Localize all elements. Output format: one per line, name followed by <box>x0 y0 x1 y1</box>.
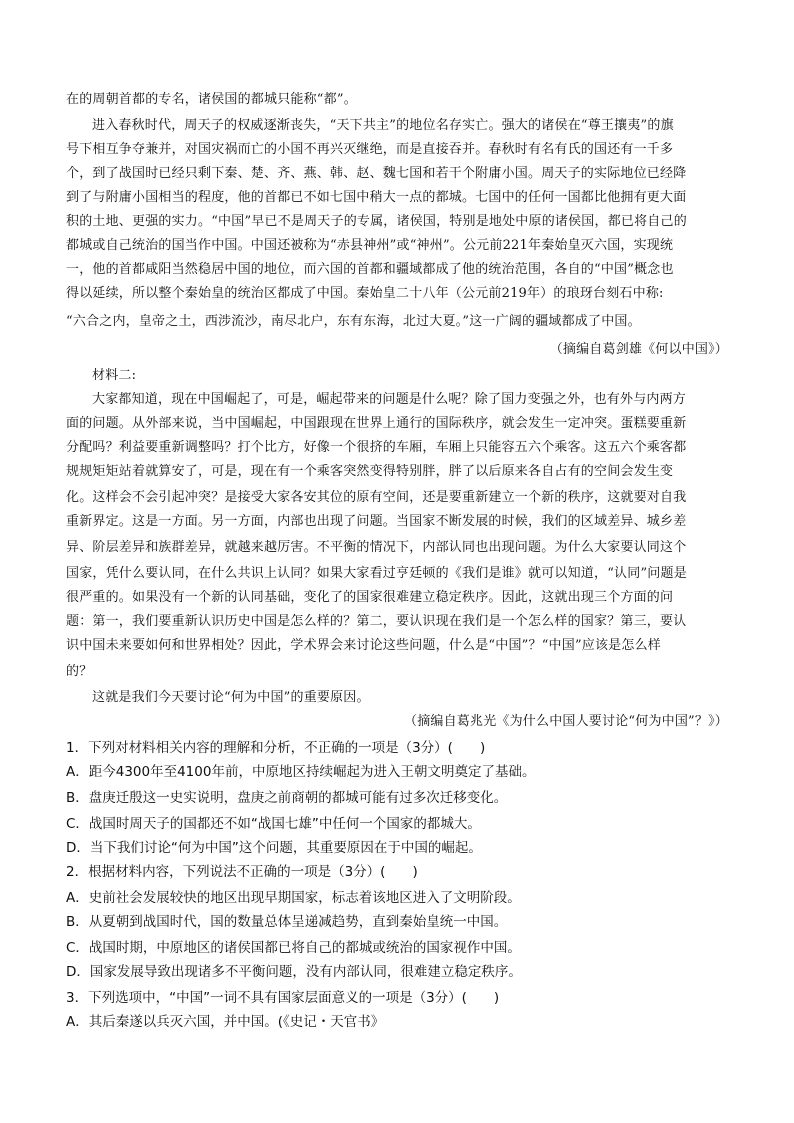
material1-line: 都城或自己统治的国当作中国。中国还被称为“赤县神州”或“神州”。公元前221年秦始皇灭六国，实现统 <box>66 238 674 253</box>
question-1-stem: 1．下列对材料相关内容的理解和分析，不正确的一项是（3分）( ) <box>66 740 486 756</box>
question-1-option-a: A．距今4300年至4100年前，中原地区持续崛起为进入王朝文明奠定了基础。 <box>66 764 536 780</box>
question-2-option-d: D．国家发展导致出现诸多不平衡问题，没有内部认同，很难建立稳定秩序。 <box>66 964 522 980</box>
material2-line: 重新界定。这是一方面。另一方面，内部也出现了问题。当国家不断发展的时候，我们的区域差异、城乡差 <box>66 514 687 529</box>
material2-closing: 这就是我们今天要讨论“何为中国”的重要原因。 <box>92 690 370 705</box>
material2-line: 题：第一，我们要重新认识历史中国是怎么样的？第二，要认识现在我们是一个怎么样的国家？第三，要认 <box>66 614 687 629</box>
material2-line: 大家都知道，现在中国崛起了，可是，崛起带来的问题是什么呢？除了国力变强之外，也有外与内两方 <box>92 392 687 407</box>
material2-line: 规规矩矩站着就算安了，可是，现在有一个乘客突然变得特别胖，胖了以后原来各自占有的空间会发生变 <box>66 464 674 479</box>
material1-line: 个，到了战国时已经只剩下秦、楚、齐、燕、韩、赵、魏七国和若干个附庸小国。周天子的实际地位已经降 <box>66 166 687 181</box>
material2-line: 很严重的。如果没有一个新的认同基础，变化了的国家很难建立稳定秩序。因此，这就出现三个方面的问 <box>66 590 674 605</box>
material2-line: 异、阶层差异和族群差异，就越来越厉害。不平衡的情况下，内部认同也出现问题。为什么大家要认同这个 <box>66 540 687 555</box>
question-1-option-c: C．战国时周天子的国都还不如“战国七雄”中任何一个国家的都城大。 <box>66 816 481 832</box>
material2-citation: （摘编自葛兆光《为什么中国人要讨论“何为中国”？》） <box>404 714 728 729</box>
material1-line: 号下相互争夺兼并，对国灾祸而亡的小国不再兴灭继绝，而是直接吞并。春秋时有名有氏的国还有一千多 <box>66 142 674 157</box>
material2-line: 国家，凭什么要认同，在什么共识上认同？如果大家看过亨廷顿的《我们是谁》就可以知道，“认同”问题是 <box>66 566 687 581</box>
question-1-option-b: B．盘庚迁殷这一史实说明，盘庚之前商朝的都城可能有过多次迁移变化。 <box>66 790 508 806</box>
question-3-stem: 3．下列选项中，“中国”一词不具有国家层面意义的一项是（3分）( ) <box>66 990 500 1006</box>
material1-line: 一，他的首都咸阳当然稳居中国的地位，而六国的首都和疆域都成了他的统治范围，各自的“中国”概念也 <box>66 262 674 277</box>
material1-line: 在的周朝首都的专名，诸侯国的都城只能称“都”。 <box>66 92 357 107</box>
material1-line: 到了与附庸小国相当的程度，他的首都已不如七国中稍大一点的都城。七国中的任何一国都比他拥有更大面 <box>66 190 687 205</box>
material1-line: 进入春秋时代，周天子的权威逐渐丧失，“天下共主”的地位名存实亡。强大的诸侯在“尊王攘夷”的旗 <box>92 118 674 133</box>
material2-heading: 材料二: <box>92 368 137 383</box>
material2-line: 的？ <box>66 664 93 679</box>
material1-line: 得以延续，所以整个秦始皇的统治区都成了中国。秦始皇二十八年（公元前219年）的琅玡台刻石中称: <box>66 286 664 301</box>
material1-line: 积的土地、更强的实力。“中国”早已不是周天子的专属，诸侯国，特别是地处中原的诸侯国，都已将自己的 <box>66 214 687 229</box>
question-2-option-b: B．从夏朝到战国时代，国的数量总体呈递减趋势，直到秦始皇统一中国。 <box>66 914 508 930</box>
question-2-stem: 2．根据材料内容，下列说法不正确的一项是（3分）( ) <box>66 864 418 880</box>
question-3-option-a: A．其后秦遂以兵灭六国，并中国。(《史记・天官书》 <box>66 1014 385 1030</box>
material2-line: 识中国未来要如何和世界相处？因此，学术界会来讨论这些问题，什么是“中国”？“中国”应该是怎么样 <box>66 638 661 653</box>
question-1-option-d: D．当下我们讨论“何为中国”这个问题，其重要原因在于中国的崛起。 <box>66 840 482 856</box>
material1-line: “六合之内，皇帝之土，西涉流沙，南尽北户，东有东海，北过大夏。”这一广阔的疆域都成了中国。 <box>66 314 641 329</box>
material2-line: 分配吗？利益要重新调整吗？打个比方，好像一个很挤的车厢，车厢上只能容五六个乘客。这五六个乘客都 <box>66 440 687 455</box>
material1-citation: （摘编自葛剑雄《何以中国》） <box>549 342 728 357</box>
material2-line: 化。这样会不会引起冲突？是接受大家各安其位的原有空间，还是要重新建立一个新的秩序，这就要对自我 <box>66 490 687 505</box>
question-2-option-a: A．史前社会发展较快的地区出现早期国家，标志着该地区进入了文明阶段。 <box>66 890 521 906</box>
material2-line: 面的问题。从外部来说，当中国崛起，中国跟现在世界上通行的国际秩序，就会发生一定冲突。蛋糕要重新 <box>66 416 687 431</box>
question-2-option-c: C．战国时期，中原地区的诸侯国都已将自己的都城或统治的国家视作中国。 <box>66 940 521 956</box>
